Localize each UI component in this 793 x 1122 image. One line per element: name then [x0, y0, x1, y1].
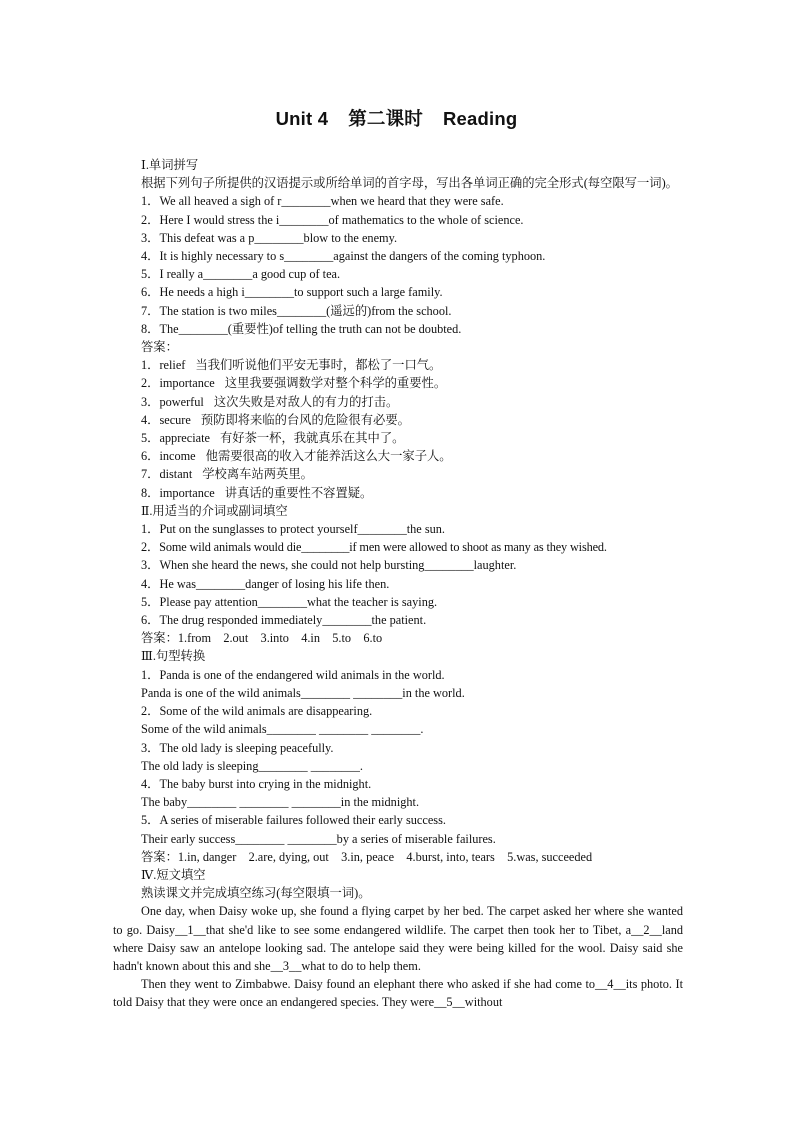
- answer-word: 4．secure: [141, 412, 191, 427]
- answer-item: [113, 411, 683, 429]
- answer-explanation: 讲真话的重要性不容置疑。: [224, 485, 373, 500]
- question-item: 6．He needs a high i________to support such a large family.: [141, 285, 443, 300]
- section1-instruction: 根据下列句子所提供的汉语提示或所给单词的首字母，写出各单词正确的完全形式(每空限写一词)。: [141, 176, 678, 191]
- title-lesson: 第二课时: [348, 108, 423, 129]
- answer-explanation: 这次失败是对敌人的有力的打击。: [213, 394, 399, 409]
- title-unit: Unit 4: [275, 108, 329, 129]
- section4-instruction: 熟读课文并完成填空练习(每空限填一词)。: [141, 886, 371, 901]
- question-item: 5．I really a________a good cup of tea.: [141, 267, 341, 282]
- question-item: 5．Please pay attention________what the teacher is saying.: [141, 594, 438, 609]
- question-item: 4．It is highly necessary to s________against the dangers of the coming typhoon.: [141, 249, 546, 264]
- answer-item: [113, 393, 683, 411]
- answer-word: 8．importance: [141, 485, 215, 500]
- question-item: 3．When she heard the news, she could not help bursting________laughter.: [141, 558, 517, 573]
- transform-question: 2．Some of the wild animals are disappearing.: [141, 704, 373, 719]
- question-item: 2．Some wild animals would die________if men were allowed to shoot as many as they wished.: [141, 540, 607, 555]
- answer-item: [113, 356, 683, 374]
- transform-answer: Their early success________ ________by a series of miserable failures.: [141, 831, 496, 846]
- answer-word: 7．distant: [141, 467, 193, 482]
- transform-question: 1．Panda is one of the endangered wild animals in the world.: [141, 667, 445, 682]
- transform-question: 5．A series of miserable failures followed their early success.: [141, 813, 446, 828]
- answer-word: 2．importance: [141, 376, 215, 391]
- question-item: 4．He was________danger of losing his life then.: [141, 576, 390, 591]
- transform-answer: Panda is one of the wild animals________ ________in the world.: [141, 685, 465, 700]
- transform-answer: Some of the wild animals________ ________ ________.: [141, 722, 424, 737]
- question-item: 6．The drug responded immediately________the patient.: [141, 613, 427, 628]
- answer-word: 5．appreciate: [141, 431, 210, 446]
- question-item: 8．The________(重要性)of telling the truth can not be doubted.: [141, 321, 462, 336]
- transform-answer: The baby________ ________ ________in the midnight.: [141, 795, 420, 810]
- section3-answers: 答案：1.in, danger 2.are, dying, out 3.in, peace 4.burst, into, tears 5.was, succeeded: [141, 849, 593, 864]
- question-item: 1．Put on the sunglasses to protect yourself________the sun.: [141, 522, 445, 537]
- transform-question: 3．The old lady is sleeping peacefully.: [141, 740, 334, 755]
- answer-item: [113, 465, 683, 483]
- answer-explanation: 这里我要强调数学对整个科学的重要性。: [224, 376, 447, 391]
- transform-answer: The old lady is sleeping________ ________.: [141, 758, 364, 773]
- answer-explanation: 他需要很高的收入才能养活这么大一家子人。: [205, 449, 452, 464]
- answer-word: 3．powerful: [141, 394, 204, 409]
- answer-explanation: 当我们听说他们平安无事时，都松了一口气。: [195, 358, 442, 373]
- title-topic: Reading: [443, 108, 518, 129]
- passage-paragraph: One day, when Daisy woke up, she found a flying carpet by her bed. The carpet asked her where she wanted to go. Daisy__1__that she'd like to see some endangered wildlife. The carpet then took her to Tibet, a__2__land where Daisy saw an antelope looking sad. The antelope said they were being killed for the wool. Daisy said she hadn't known about this and she__3__what to do to help them.: [113, 904, 683, 973]
- answer-label: 答案：: [141, 340, 178, 355]
- answer-item: [113, 429, 683, 447]
- answer-item: [113, 447, 683, 465]
- page-title: [0, 105, 793, 131]
- document-body: [113, 156, 683, 1012]
- passage-paragraph: Then they went to Zimbabwe. Daisy found an elephant there who asked if she had come to__4__its photo. It told Daisy that they were once an endangered species. They were__5__without: [113, 977, 683, 1010]
- answer-explanation: 有好茶一杯，我就真乐在其中了。: [219, 431, 405, 446]
- transform-question: 4．The baby burst into crying in the midnight.: [141, 776, 372, 791]
- answer-item: [113, 484, 683, 502]
- answer-word: 6．income: [141, 449, 196, 464]
- section2-answers: 答案：1.from 2.out 3.into 4.in 5.to 6.to: [141, 631, 383, 646]
- section3-heading: Ⅲ.句型转换: [141, 649, 206, 664]
- answer-word: 1．relief: [141, 358, 186, 373]
- section2-heading: Ⅱ.用适当的介词或副词填空: [141, 503, 288, 518]
- question-item: 7．The station is two miles________(遥远的)from the school.: [141, 303, 452, 318]
- question-item: 3．This defeat was a p________blow to the enemy.: [141, 230, 398, 245]
- answer-item: [113, 374, 683, 392]
- section4-heading: Ⅳ.短文填空: [141, 867, 206, 882]
- question-item: 2．Here I would stress the i________of mathematics to the whole of science.: [141, 212, 524, 227]
- question-item: 1．We all heaved a sigh of r________when we heard that they were safe.: [141, 194, 504, 209]
- answer-explanation: 预防即将来临的台风的危险很有必要。: [200, 412, 410, 427]
- section1-heading: Ⅰ.单词拼写: [141, 158, 199, 172]
- answer-explanation: 学校离车站两英里。: [202, 467, 313, 482]
